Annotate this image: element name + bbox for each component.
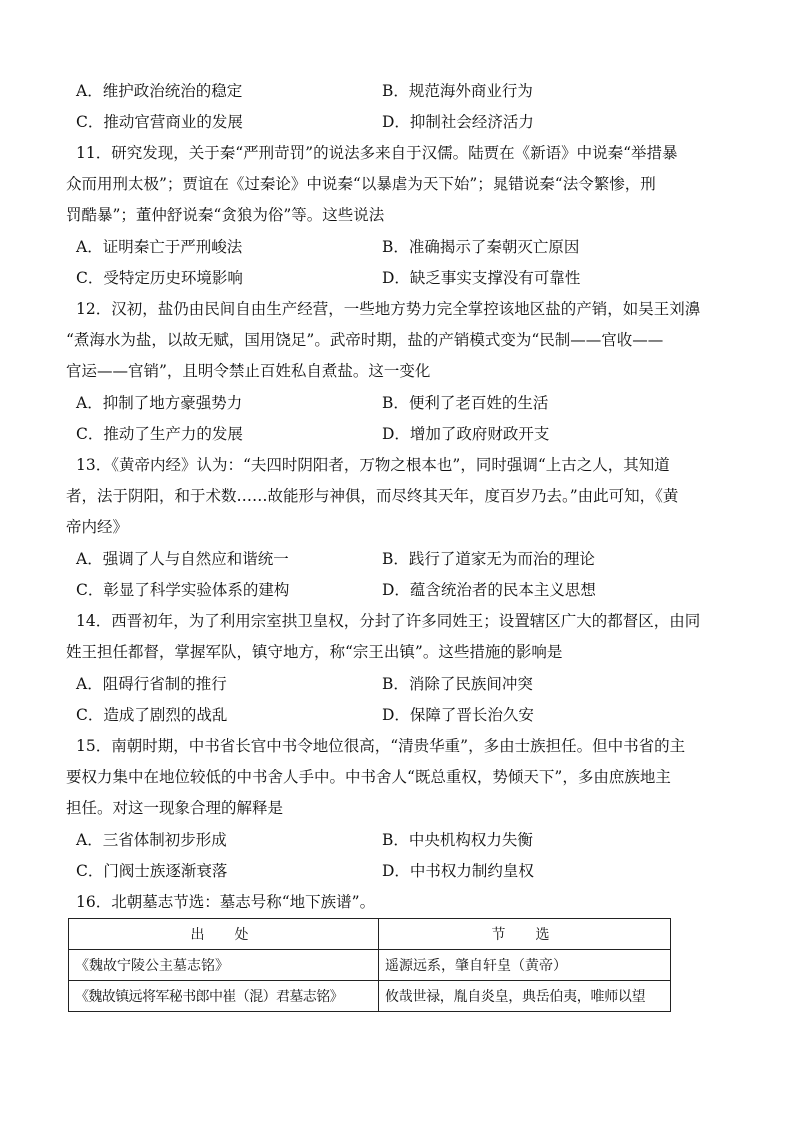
q11-stem-line-2: 众而用刑太极”；贾谊在《过秦论》中说秦“以暴虐为天下始”；晁错说秦“法令繁惨，刑 [66, 175, 656, 193]
q11-stem-line-1: 11．研究发现，关于秦“严刑苛罚”的说法多来自于汉儒。陆贾在《新语》中说秦“举措暴 [76, 144, 678, 162]
q15-option-c: C．门阀士族逐渐衰落 [76, 862, 228, 880]
table-cell-excerpt: 遥源远系，肇自轩皇（黄帝） [379, 950, 671, 981]
q16-source-table [68, 918, 671, 1012]
q14-option-a: A．阻碍行省制的推行 [76, 675, 227, 693]
table-cell-source: 《魏故宁陵公主墓志铭》 [69, 950, 379, 981]
q10-option-d: D．抑制社会经济活力 [382, 113, 534, 131]
q11-option-c: C．受特定历史环境影响 [76, 269, 243, 287]
q12-stem-line-2: “煮海水为盐，以故无赋，国用饶足”。武帝时期，盐的产销模式变为“民制——官收—— [66, 331, 664, 349]
q14-stem-line-2: 姓王担任都督，掌握军队，镇守地方，称“宗王出镇”。这些措施的影响是 [66, 643, 563, 661]
q13-stem-line-1: 13．《黄帝内经》认为：“夫四时阴阳者，万物之根本也”，同时强调“上古之人，其知道 [76, 456, 670, 474]
q16-stem: 16．北朝墓志节选：墓志号称“地下族谱”。 [76, 893, 376, 911]
q11-option-a: A．证明秦亡于严刑峻法 [76, 238, 243, 256]
q10-option-a: A．维护政治统治的稳定 [76, 82, 243, 100]
table-header-row [69, 919, 671, 950]
q15-option-a: A．三省体制初步形成 [76, 831, 227, 849]
q15-stem-line-1: 15．南朝时期，中书省长官中书令地位很高，“清贵华重”，多由士族担任。但中书省的主 [76, 737, 686, 755]
table-cell-excerpt: 攸哉世禄，胤自炎皇，典岳伯夷，唯师以望 [379, 981, 671, 1012]
q15-option-d: D．中书权力制约皇权 [382, 862, 534, 880]
q14-option-c: C．造成了剧烈的战乱 [76, 706, 228, 724]
table-header-excerpt: 节 选 [379, 919, 671, 950]
q12-option-c: C．推动了生产力的发展 [76, 425, 243, 443]
q13-option-b: B．践行了道家无为而治的理论 [382, 550, 595, 568]
q12-stem-line-3: 官运——官销”，且明令禁止百姓私自煮盐。这一变化 [66, 362, 431, 380]
q11-option-b: B．准确揭示了秦朝灭亡原因 [382, 238, 580, 256]
q14-stem-line-1: 14．西晋初年，为了利用宗室拱卫皇权，分封了许多同姓王；设置辖区广大的都督区，由同 [76, 612, 701, 630]
q12-option-b: B．便利了老百姓的生活 [382, 394, 549, 412]
q11-option-d: D．缺乏事实支撑没有可靠性 [382, 269, 581, 287]
table-row [69, 981, 671, 1012]
q15-stem-line-2: 要权力集中在地位较低的中书舍人手中。中书舍人“既总重权，势倾天下”，多由庶族地主 [66, 768, 671, 786]
q10-option-b: B．规范海外商业行为 [382, 82, 533, 100]
q13-stem-line-2: 者，法于阴阳，和于术数……故能形与神俱，而尽终其天年，度百岁乃去。”由此可知，《黄 [66, 487, 679, 505]
q13-stem-line-3: 帝内经》 [66, 518, 129, 536]
q13-option-a: A．强调了人与自然应和谐统一 [76, 550, 289, 568]
q11-stem-line-3: 罚酷暴”；董仲舒说秦“贪狼为俗”等。这些说法 [66, 206, 385, 224]
q15-option-b: B．中央机构权力失衡 [382, 831, 533, 849]
q13-option-c: C．彰显了科学实验体系的建构 [76, 581, 290, 599]
table-row [69, 950, 671, 981]
q13-option-d: D．蕴含统治者的民本主义思想 [382, 581, 596, 599]
q12-stem-line-1: 12．汉初，盐仍由民间自由生产经营，一些地方势力完全掌控该地区盐的产销，如吴王刘濞 [76, 300, 701, 318]
q15-stem-line-3: 担任。对这一现象合理的解释是 [66, 799, 284, 817]
q14-option-d: D．保障了晋长治久安 [382, 706, 534, 724]
table-header-source: 出 处 [69, 919, 379, 950]
q12-option-a: A．抑制了地方豪强势力 [76, 394, 243, 412]
q12-option-d: D．增加了政府财政开支 [382, 425, 550, 443]
q10-option-c: C．推动官营商业的发展 [76, 113, 243, 131]
table-cell-source: 《魏故镇远将军秘书郎中崔（混）君墓志铭》 [69, 981, 379, 1012]
q14-option-b: B．消除了民族间冲突 [382, 675, 533, 693]
